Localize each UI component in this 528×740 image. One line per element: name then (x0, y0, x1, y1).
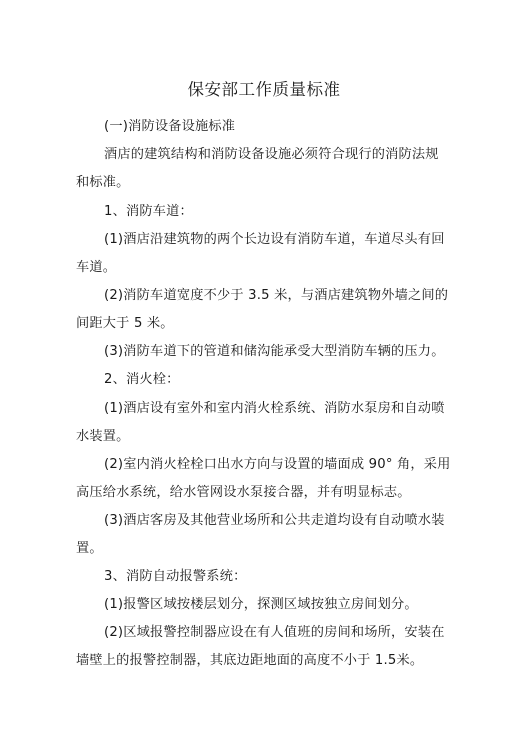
paragraph-line: 和标准。 (76, 175, 130, 190)
subsection-heading: 3、消防自动报警系统： (104, 569, 247, 584)
subsection-heading: 2、消火栓： (104, 372, 180, 387)
paragraph-line: (1)酒店设有室外和室内消火栓系统、消防水泵房和自动喷 (104, 401, 445, 416)
paragraph-line: 高压给水系统，给水管网设水泵接合器，并有明显标志。 (76, 485, 411, 500)
paragraph-line: (1)酒店沿建筑物的两个长边设有消防车道，车道尽头有回 (104, 232, 445, 247)
subsection-heading: 1、消防车道： (104, 204, 193, 219)
paragraph-line: (3)消防车道下的管道和储沟能承受大型消防车辆的压力。 (104, 344, 445, 359)
paragraph-line: (1)报警区域按楼层划分，探测区域按独立房间划分。 (104, 597, 418, 612)
paragraph-line: 水装置。 (76, 429, 130, 444)
paragraph-line: 间距大于 5 米。 (76, 316, 174, 331)
paragraph-line: 酒店的建筑结构和消防设备设施必须符合现行的消防法规 (104, 147, 439, 162)
paragraph-line: 墙壁上的报警控制器，其底边距地面的高度不小于 1.5米。 (76, 653, 424, 668)
paragraph-line: (2)消防车道宽度不少于 3.5 米，与酒店建筑物外墙之间的 (104, 288, 449, 303)
paragraph-line: (2)区域报警控制器应设在有人值班的房间和场所，安装在 (104, 625, 445, 640)
paragraph-line: 置。 (76, 541, 103, 556)
paragraph-line: 车道。 (76, 260, 117, 275)
paragraph-line: (2)室内消火栓栓口出水方向与设置的墙面成 90° 角，采用 (104, 457, 451, 472)
paragraph-line: (3)酒店客房及其他营业场所和公共走道均设有自动喷水装 (104, 513, 445, 528)
section-heading: (一)消防设备设施标准 (104, 119, 236, 134)
page-title: 保安部工作质量标准 (187, 80, 341, 99)
